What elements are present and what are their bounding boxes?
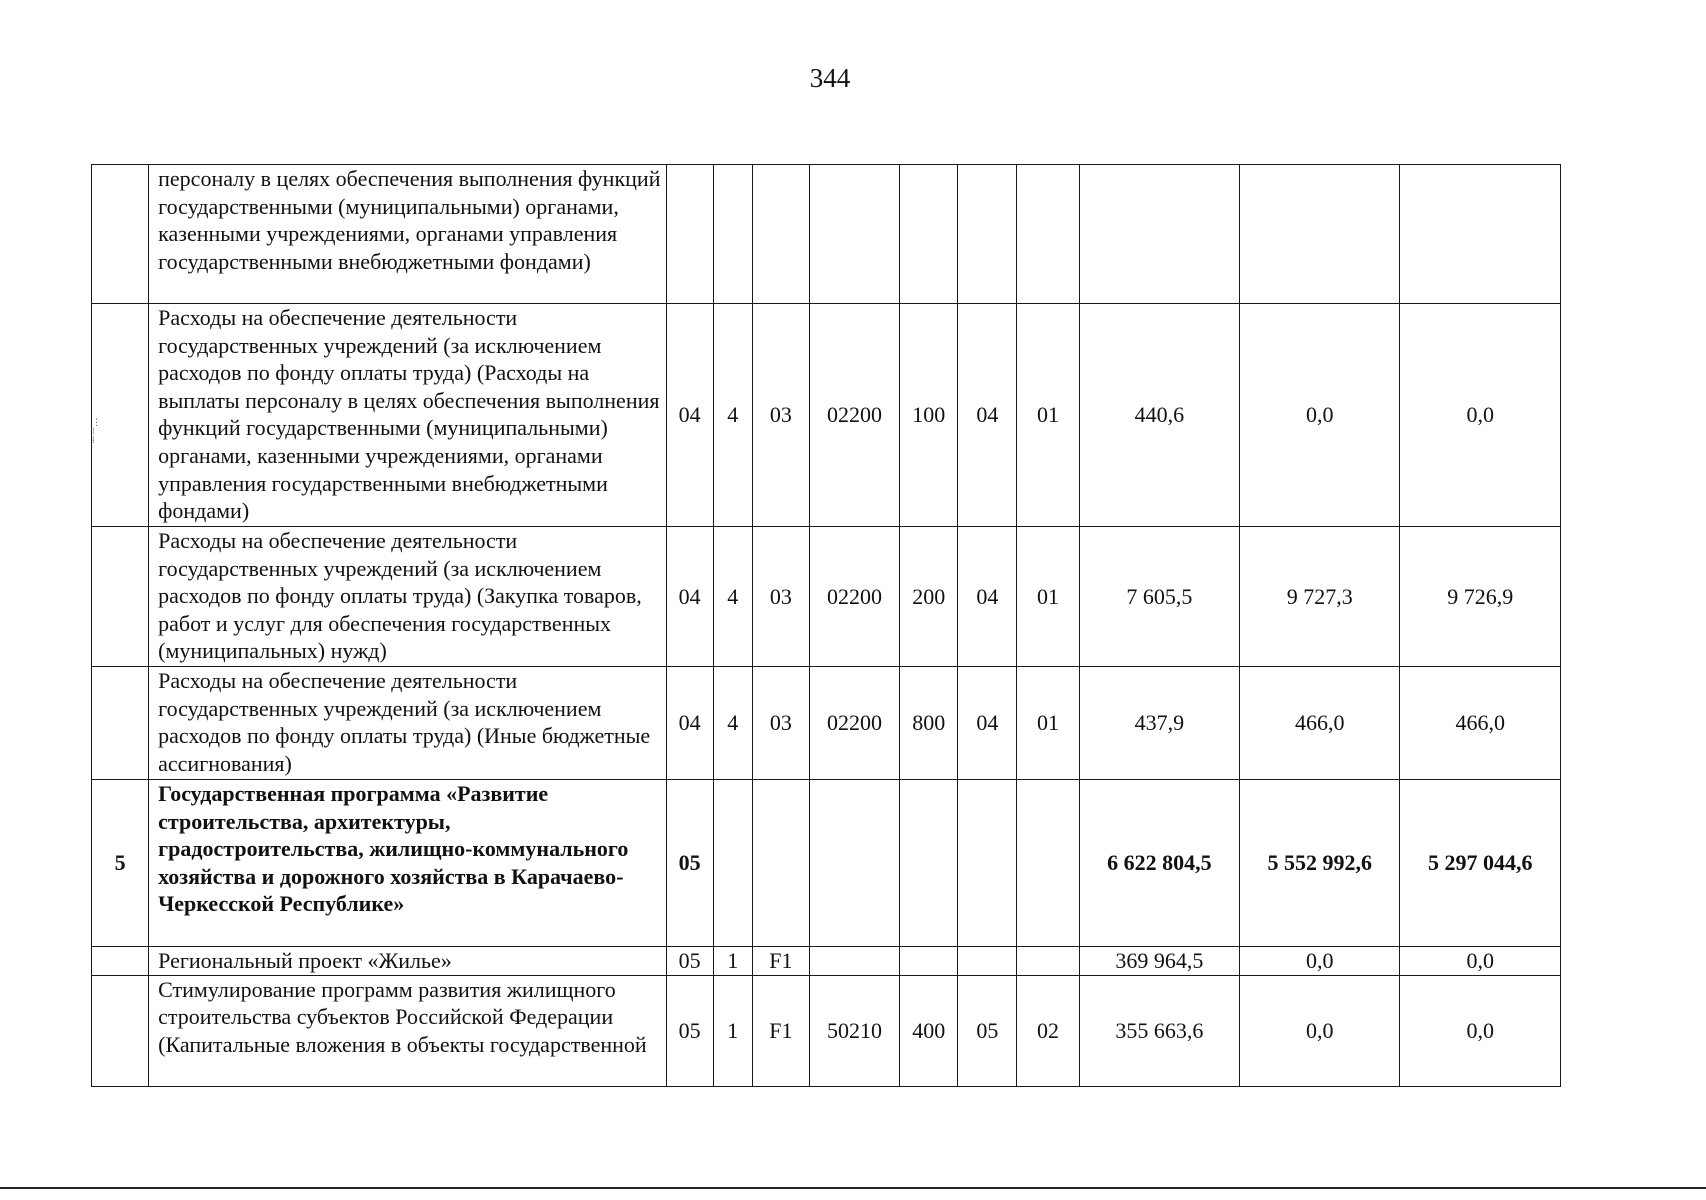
code-cell: [958, 780, 1017, 947]
amount-cell: 0,0: [1400, 304, 1561, 527]
amount-cell: 9 726,9: [1400, 527, 1561, 667]
code-cell: [752, 780, 809, 947]
row-name-cell: Стимулирование программ развития жилищного строительства субъектов Российской Федерации (Капитальные вложения в объекты государственной: [149, 975, 666, 1086]
code-cell: [809, 780, 899, 947]
code-cell: 800: [900, 667, 958, 780]
code-cell: 04: [666, 527, 713, 667]
code-cell: [666, 165, 713, 304]
row-name-cell: Расходы на обеспечение деятельности государственных учреждений (за исключением расходов по фонду оплаты труда) (Закупка товаров, работ и услуг для обеспечения государственных (муниципальных) нужд): [149, 527, 666, 667]
code-cell: 100: [900, 304, 958, 527]
code-cell: [1017, 780, 1079, 947]
code-cell: 01: [1017, 527, 1079, 667]
code-cell: 05: [958, 975, 1017, 1086]
code-cell: [900, 165, 958, 304]
code-cell: 05: [666, 780, 713, 947]
amount-cell: 355 663,6: [1079, 975, 1239, 1086]
code-cell: 01: [1017, 304, 1079, 527]
amount-cell: 369 964,5: [1079, 947, 1239, 976]
code-cell: 02200: [809, 667, 899, 780]
table-row: [92, 527, 1561, 667]
code-cell: 04: [958, 304, 1017, 527]
code-cell: 400: [900, 975, 958, 1086]
code-cell: 03: [752, 667, 809, 780]
code-cell: 4: [713, 304, 752, 527]
scan-margin-mark: ⋮ ⁝ ⁞: [92, 417, 101, 445]
code-cell: [809, 947, 899, 976]
amount-cell: 466,0: [1240, 667, 1400, 780]
amount-cell: 466,0: [1400, 667, 1561, 780]
table-row: [92, 667, 1561, 780]
amount-cell: 0,0: [1400, 975, 1561, 1086]
code-cell: [752, 165, 809, 304]
row-number-cell: [92, 165, 149, 304]
row-number-cell: [92, 667, 149, 780]
row-name-cell: Региональный проект «Жилье»: [149, 947, 666, 976]
amount-cell: 440,6: [1079, 304, 1239, 527]
row-number-cell: 5: [92, 780, 149, 947]
row-name-cell: персоналу в целях обеспечения выполнения функций государственными (муниципальными) органами, казенными учреждениями, органами управления государственными внебюджетными фондами): [149, 165, 666, 304]
amount-cell: 0,0: [1240, 975, 1400, 1086]
amount-cell: 437,9: [1079, 667, 1239, 780]
row-number-cell: [92, 975, 149, 1086]
table-row: [92, 975, 1561, 1086]
code-cell: 4: [713, 527, 752, 667]
row-name-cell: Расходы на обеспечение деятельности государственных учреждений (за исключением расходов по фонду оплаты труда) (Расходы на выплаты персоналу в целях обеспечения выполнения функций государственными (муниципальными) органами, казенными учреждениями, органами управления государственными внебюджетными фондами): [149, 304, 666, 527]
amount-cell: [1400, 165, 1561, 304]
amount-cell: 0,0: [1240, 947, 1400, 976]
row-number-cell: [92, 527, 149, 667]
code-cell: 01: [1017, 667, 1079, 780]
code-cell: F1: [752, 975, 809, 1086]
code-cell: 05: [666, 947, 713, 976]
amount-cell: [1240, 165, 1400, 304]
code-cell: 1: [713, 975, 752, 1086]
code-cell: [958, 947, 1017, 976]
code-cell: [1017, 947, 1079, 976]
amount-cell: 0,0: [1240, 304, 1400, 527]
code-cell: 02200: [809, 527, 899, 667]
budget-table: [91, 164, 1561, 1087]
code-cell: [958, 165, 1017, 304]
amount-cell: 0,0: [1400, 947, 1561, 976]
code-cell: [809, 165, 899, 304]
code-cell: 04: [666, 667, 713, 780]
code-cell: 03: [752, 304, 809, 527]
code-cell: 200: [900, 527, 958, 667]
code-cell: [713, 165, 752, 304]
amount-cell: 6 622 804,5: [1079, 780, 1239, 947]
table-row: [92, 947, 1561, 976]
row-name-cell: Государственная программа «Развитие строительства, архитектуры, градостроительства, жилищно-коммунального хозяйства и дорожного хозяйства в Карачаево-Черкесской Республике»: [149, 780, 666, 947]
code-cell: 04: [666, 304, 713, 527]
code-cell: [713, 780, 752, 947]
page-number: 344: [809, 63, 851, 93]
amount-cell: [1079, 165, 1239, 304]
code-cell: 05: [666, 975, 713, 1086]
code-cell: 03: [752, 527, 809, 667]
code-cell: 02200: [809, 304, 899, 527]
row-number-cell: [92, 947, 149, 976]
row-name-cell: Расходы на обеспечение деятельности государственных учреждений (за исключением расходов по фонду оплаты труда) (Иные бюджетные ассигнования): [149, 667, 666, 780]
code-cell: 02: [1017, 975, 1079, 1086]
code-cell: 04: [958, 667, 1017, 780]
amount-cell: 5 552 992,6: [1240, 780, 1400, 947]
code-cell: 04: [958, 527, 1017, 667]
amount-cell: 9 727,3: [1240, 527, 1400, 667]
page-bottom-rule: [0, 1187, 1706, 1189]
code-cell: 4: [713, 667, 752, 780]
amount-cell: 5 297 044,6: [1400, 780, 1561, 947]
code-cell: [900, 947, 958, 976]
code-cell: F1: [752, 947, 809, 976]
table-row: [92, 780, 1561, 947]
code-cell: [900, 780, 958, 947]
code-cell: 50210: [809, 975, 899, 1086]
code-cell: [1017, 165, 1079, 304]
table-row: [92, 165, 1561, 304]
table-row: [92, 304, 1561, 527]
amount-cell: 7 605,5: [1079, 527, 1239, 667]
row-number-cell: [92, 304, 149, 527]
code-cell: 1: [713, 947, 752, 976]
